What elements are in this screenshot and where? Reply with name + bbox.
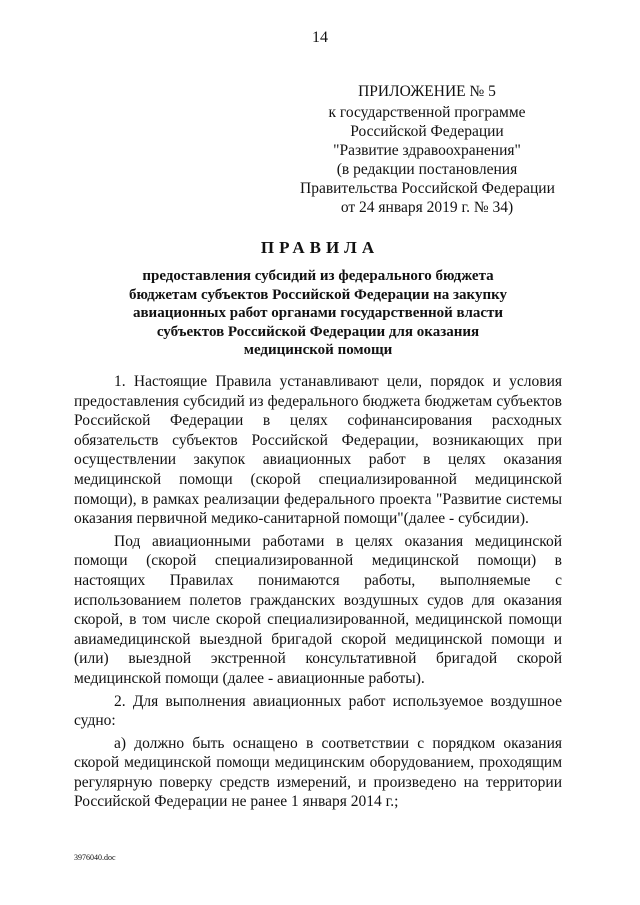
subtitle-line: авиационных работ органами государственной власти (132, 305, 504, 322)
paragraph: а) должно быть оснащено в соответствии с порядком оказания скорой медицинской помощи медицинским оборудованием, проходящим регулярную поверку средств измерений, и произведено на территории Российской Федерации не ранее 1 января 2014 г.; (74, 734, 562, 811)
subtitle-line: предоставления субсидий из федерального бюджета (142, 268, 494, 284)
appendix-line: Российской Федерации (350, 123, 504, 140)
subtitle-line: субъектов Российской Федерации для оказания (156, 323, 480, 340)
subtitle-line: медицинской помощи (243, 342, 393, 359)
document-body (74, 372, 562, 815)
document-subtitle (100, 267, 536, 360)
paragraph: 2. Для выполнения авиационных работ используемое воздушное судно: (74, 692, 562, 730)
paragraph: Под авиационными работами в целях оказания медицинской помощи (скорой специализированной медицинской помощи) в настоящих Правилах понимаются работы, выполняемые с использованием полетов гражданских воздушных судов для оказания скорой, в том числе скорой специализированной, медицинской помощи авиамедицинской выездной бригадой скорой медицинской помощи и (или) выездной экстренной консультативной бригадой скорой медицинской помощи (далее - авиационные работы). (74, 532, 562, 687)
page-number: 14 (312, 29, 328, 46)
appendix-line: (в редакции постановления (336, 161, 518, 178)
paragraph: 1. Настоящие Правила устанавливают цели, порядок и условия предоставления субсидий из федерального бюджета бюджетам субъектов Российской Федерации в целях софинансирования расходных обязательств субъектов Российской Федерации, возникающих при осуществлении закупок авиационных работ в целях оказания медицинской помощи (скорой специализированной медицинской помощи), в рамках реализации федерального проекта "Развитие системы оказания первичной медико-санитарной помощи"(далее - субсидии). (74, 373, 562, 528)
footer-file-code: 3976040.doc (74, 853, 116, 862)
appendix-line: Правительства Российской Федерации (300, 180, 555, 197)
subtitle-line: бюджетам субъектов Российской Федерации на закупку (128, 286, 508, 303)
appendix-line: к государственной программе (328, 104, 526, 121)
appendix-block (300, 82, 554, 217)
appendix-line: "Развитие здравоохранения" (333, 142, 521, 159)
document-title: ПРАВИЛА (260, 238, 380, 257)
appendix-line: от 24 января 2019 г. № 34) (340, 199, 514, 216)
appendix-heading: ПРИЛОЖЕНИЕ № 5 (358, 83, 496, 100)
